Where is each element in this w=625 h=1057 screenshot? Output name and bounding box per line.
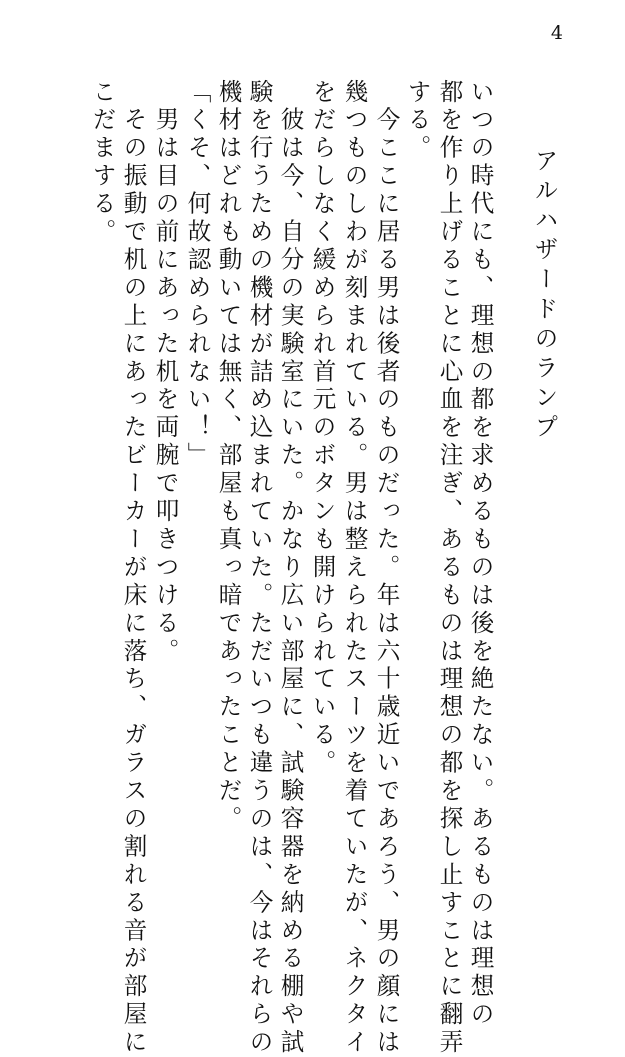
text-line: 男は目の前にあった机を両腕で叩きつける。 xyxy=(151,79,180,666)
page-number: 4 xyxy=(550,22,563,44)
text-line: 今ここに居る男は後者のものだった。年は六十歳近いであろう、男の顔には xyxy=(372,79,401,1057)
text-line: 「くそ、何故認められない！」 xyxy=(183,79,212,471)
text-line: その振動で机の上にあったビーカーが床に落ち、ガラスの割れる音が部屋に xyxy=(119,79,148,1057)
text-line: いつの時代にも、理想の都を求めるものは後を絶たない。あるものは理想の xyxy=(466,79,495,1030)
text-line: 験を行うための機材が詰め込まれていた。ただいつも違うのは、今はそれらの xyxy=(245,79,274,1057)
text-line: する。 xyxy=(403,79,432,163)
text-line: 機材はどれも動いては無く、部屋も真っ暗であったことだ。 xyxy=(214,79,243,834)
text-line: こだまする。 xyxy=(88,79,117,247)
text-line: をだらしなく緩められ首元のボタンも開けられている。 xyxy=(308,79,337,778)
text-line: 都を作り上げることに心血を注ぎ、あるものは理想の都を探し止すことに翻弄 xyxy=(435,79,464,1057)
text-line: 幾つものしわが刻まれている。男は整えられたスーツを着ていたが、ネクタイ xyxy=(340,79,369,1057)
chapter-title: アルハザードのランプ xyxy=(530,148,559,444)
text-line: 彼は今、自分の実験室にいた。かなり広い部屋に、試験容器を納める棚や試 xyxy=(276,79,305,1057)
